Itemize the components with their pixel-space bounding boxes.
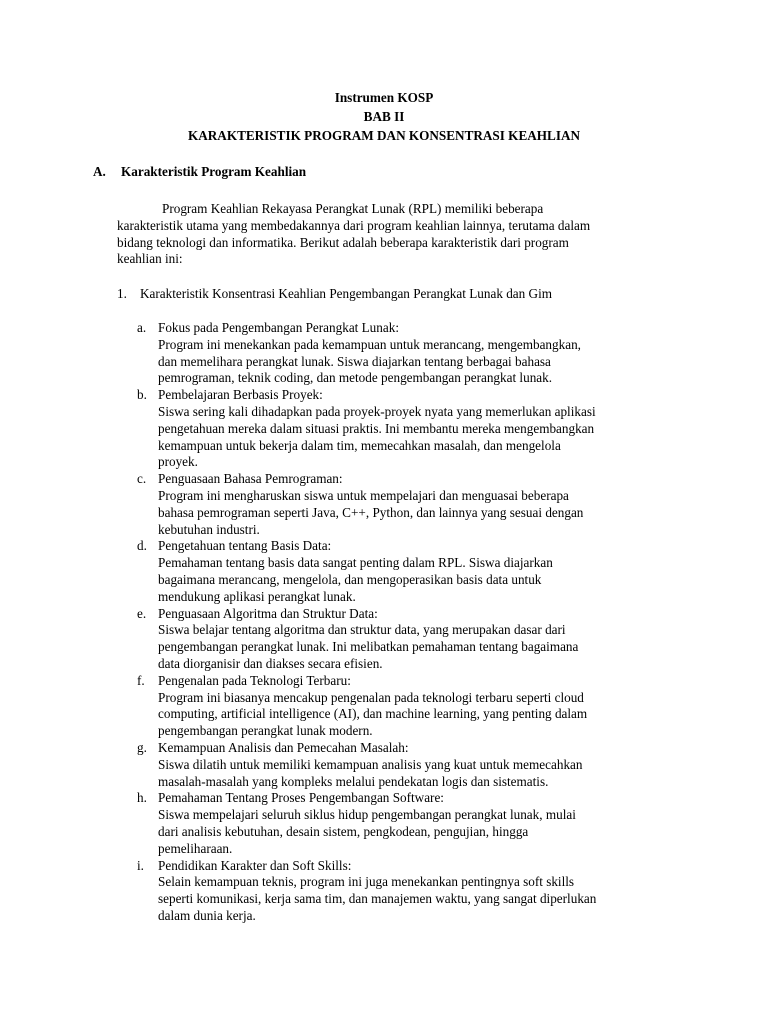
list-item-line: bagaimana merancang, mengelola, dan mengoperasikan basis data untuk bbox=[158, 571, 542, 587]
list-item-line: bahasa pemrograman seperti Java, C++, Python, dan lainnya yang sesuai dengan bbox=[158, 504, 584, 520]
section-letter: A. bbox=[93, 164, 106, 179]
list-item-line: dalam dunia kerja. bbox=[158, 907, 256, 923]
list-item-line: seperti komunikasi, kerja sama tim, dan manajemen waktu, yang sangat diperlukan bbox=[158, 891, 597, 907]
list-item-heading: Kemampuan Analisis dan Pemecahan Masalah: bbox=[158, 739, 409, 755]
section-heading-text: Karakteristik Program Keahlian bbox=[121, 164, 307, 179]
list-item-line: computing, artificial intelligence (AI), dan machine learning, yang penting dalam bbox=[158, 706, 588, 722]
list-item-marker: b. bbox=[137, 387, 147, 403]
title-line-1: Instrumen KOSP bbox=[334, 90, 434, 105]
list-item-marker: f. bbox=[137, 672, 145, 688]
list-item-line: Program ini mengharuskan siswa untuk mempelajari dan menguasai beberapa bbox=[158, 487, 569, 503]
list-item-marker: g. bbox=[137, 739, 147, 755]
list-item bbox=[137, 538, 697, 605]
characteristics-list bbox=[137, 320, 697, 925]
list-item-marker: e. bbox=[137, 605, 147, 621]
list-item-line: Program ini biasanya mencakup pengenalan pada teknologi terbaru seperti cloud bbox=[158, 689, 584, 705]
list-item-line: pemrograman, teknik coding, dan metode pengembangan perangkat lunak. bbox=[158, 370, 553, 386]
list-item-heading: Penguasaan Bahasa Pemrograman: bbox=[158, 471, 343, 487]
list-item-heading: Pembelajaran Berbasis Proyek: bbox=[158, 387, 323, 403]
list-item-line: pengembangan perangkat lunak modern. bbox=[158, 723, 373, 739]
list-item-heading: Pengenalan pada Teknologi Terbaru: bbox=[158, 672, 351, 688]
list-item bbox=[137, 790, 697, 857]
list-item-heading: Pendidikan Karakter dan Soft Skills: bbox=[158, 857, 352, 873]
list-item-line: dan memelihara perangkat lunak. Siswa diajarkan tentang berbagai bahasa bbox=[158, 353, 551, 369]
list-item bbox=[137, 740, 697, 790]
list-item-line: masalah-masalah yang kompleks melalui pendekatan logis dan sistematis. bbox=[158, 773, 549, 789]
list-item-marker: i. bbox=[137, 857, 144, 873]
title-line-3: KARAKTERISTIK PROGRAM DAN KONSENTRASI KEAHLIAN bbox=[187, 128, 580, 143]
list-item-heading: Pengetahuan tentang Basis Data: bbox=[158, 538, 332, 554]
list-item-line: Siswa dilatih untuk memiliki kemampuan analisis yang kuat untuk memecahkan bbox=[158, 756, 583, 772]
list-item bbox=[137, 606, 697, 673]
intro-line: bidang teknologi dan informatika. Berikut adalah beberapa karakteristik dari program bbox=[117, 234, 569, 250]
list-item-line: dari analisis kebutuhan, desain sistem, pengkodean, pengujian, hingga bbox=[158, 823, 529, 839]
list-item-heading: Pemahaman Tentang Proses Pengembangan Software: bbox=[158, 790, 444, 806]
list-item-line: Siswa mempelajari seluruh siklus hidup pengembangan perangkat lunak, mulai bbox=[158, 807, 576, 823]
numbered-item bbox=[117, 286, 552, 303]
list-item-line: pengembangan perangkat lunak. Ini melibatkan pemahaman tentang bagaimana bbox=[158, 639, 579, 655]
intro-line: keahlian ini: bbox=[117, 251, 183, 267]
list-item-heading: Fokus pada Pengembangan Perangkat Lunak: bbox=[158, 320, 399, 335]
numbered-item-number: 1. bbox=[117, 286, 127, 301]
title-line-2: BAB II bbox=[363, 109, 405, 124]
intro-paragraph bbox=[117, 201, 677, 268]
section-heading bbox=[93, 164, 306, 181]
list-item-line: kemampuan untuk bekerja dalam tim, memecahkan masalah, dan mengelola bbox=[158, 437, 561, 453]
list-item-heading: Penguasaan Algoritma dan Struktur Data: bbox=[158, 605, 378, 621]
list-item-line: mendukung aplikasi perangkat lunak. bbox=[158, 588, 356, 604]
list-item-line: pemeliharaan. bbox=[158, 840, 233, 856]
list-item-line: data diorganisir dan diakses secara efisien. bbox=[158, 655, 383, 671]
list-item-marker: d. bbox=[137, 538, 147, 554]
list-item-line: kebutuhan industri. bbox=[158, 521, 260, 537]
document-title bbox=[0, 88, 768, 145]
list-item-line: proyek. bbox=[158, 454, 198, 470]
list-item-marker: c. bbox=[137, 471, 147, 487]
list-item-marker: h. bbox=[137, 790, 147, 806]
list-item-line: Pemahaman tentang basis data sangat penting dalam RPL. Siswa diajarkan bbox=[158, 555, 553, 571]
list-item-line: Selain kemampuan teknis, program ini juga menekankan pentingnya soft skills bbox=[158, 874, 575, 890]
list-item-marker: a. bbox=[137, 320, 147, 335]
numbered-item-text: Karakteristik Konsentrasi Keahlian Pengembangan Perangkat Lunak dan Gim bbox=[140, 286, 552, 301]
list-item-line: Siswa belajar tentang algoritma dan struktur data, yang merupakan dasar dari bbox=[158, 622, 566, 638]
intro-line: Program Keahlian Rekayasa Perangkat Lunak (RPL) memiliki beberapa bbox=[162, 201, 544, 216]
list-item bbox=[137, 387, 697, 471]
list-item-line: pengetahuan mereka dalam situasi praktis. Ini membantu mereka mengembangkan bbox=[158, 420, 595, 436]
list-item bbox=[137, 673, 697, 740]
list-item-line: Program ini menekankan pada kemampuan untuk merancang, mengembangkan, bbox=[158, 336, 581, 352]
list-item bbox=[137, 471, 697, 538]
intro-line: karakteristik utama yang membedakannya dari program keahlian lainnya, terutama dalam bbox=[117, 217, 591, 233]
list-item bbox=[137, 858, 697, 925]
list-item-line: Siswa sering kali dihadapkan pada proyek-proyek nyata yang memerlukan aplikasi bbox=[158, 403, 596, 419]
list-item bbox=[137, 320, 697, 387]
